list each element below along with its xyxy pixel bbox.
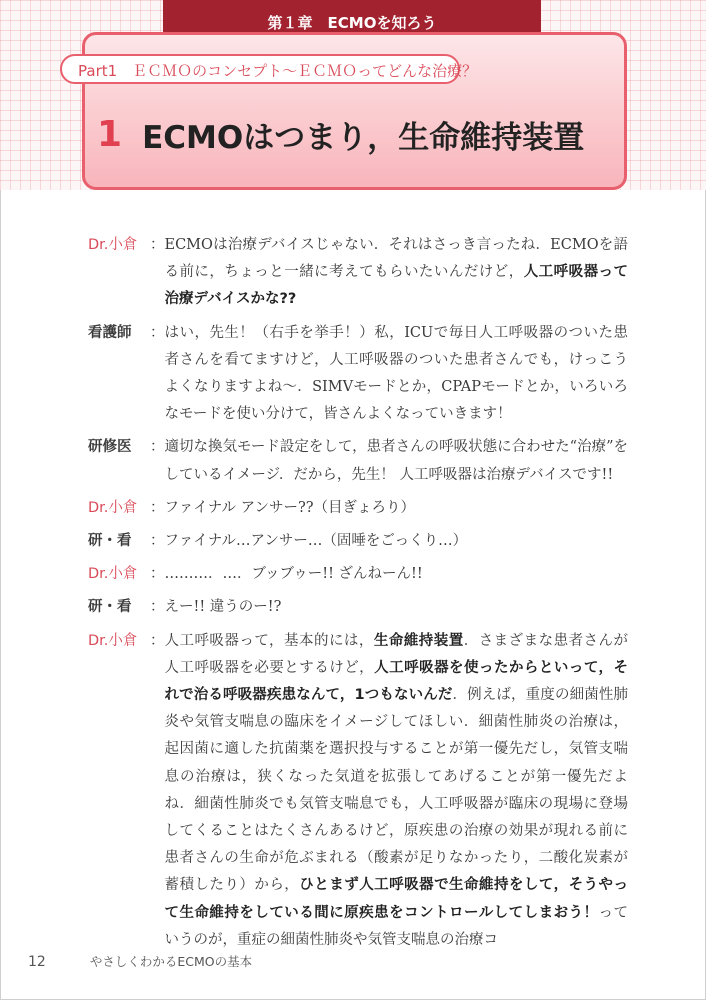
utterance-text bbox=[165, 495, 629, 522]
speaker-name: Dr.小倉 bbox=[88, 237, 138, 253]
utterance-segment: ………．…．ブッブゥー!! ざんねーん!! bbox=[164, 566, 423, 583]
speaker-colon: ： bbox=[150, 632, 165, 649]
section-number: 1 bbox=[97, 113, 123, 155]
emphasis-text: 生命維持装置 bbox=[373, 632, 464, 649]
section-title: ECMOはつまり，生命維持装置 bbox=[142, 119, 585, 156]
dialogue-turn bbox=[88, 528, 628, 555]
utterance-segment: ECMOは治療デバイスじゃない．それはさっき言ったね．ECMOを語る前に，ちょっと一緒に考えてもらいたいんだけど， bbox=[164, 237, 628, 281]
emphasis-text: 人工呼吸器って治療デバイスかな?? bbox=[164, 264, 629, 308]
page-footer bbox=[28, 952, 252, 970]
utterance-segment: ファイナル…アンサー…（固唾をごっくり…） bbox=[164, 533, 468, 550]
emphasis-text: 人工呼吸器を使ったからといって，それで治る呼吸器疾患なんて，1つもないんだ bbox=[164, 659, 628, 704]
emphasis-text: ひとまず人工呼吸器で生命維持をして，そうやって生命維持をしている間に原疾患をコントロールしてしまおう！ bbox=[164, 877, 629, 921]
speaker-name: 研修医 bbox=[88, 439, 132, 456]
speaker-colon: ： bbox=[150, 599, 165, 616]
dialogue-turn bbox=[88, 628, 628, 954]
utterance-text bbox=[165, 594, 629, 621]
speaker-colon: ： bbox=[150, 324, 165, 341]
section-heading bbox=[97, 104, 584, 164]
utterance-text bbox=[165, 320, 629, 429]
utterance-text bbox=[165, 528, 629, 555]
dialogue-turn bbox=[88, 320, 628, 429]
book-title: やさしくわかるECMOの基本 bbox=[89, 954, 253, 969]
utterance-text bbox=[165, 628, 629, 954]
speaker-name: Dr.小倉 bbox=[88, 632, 138, 649]
utterance-text bbox=[165, 232, 629, 314]
dialogue-body bbox=[88, 232, 628, 960]
speaker-name: Dr.小倉 bbox=[88, 566, 138, 583]
utterance-segment: ファイナル アンサー??（目ぎょろり） bbox=[164, 499, 416, 516]
page-number: 12 bbox=[28, 954, 46, 970]
utterance-segment: ．さまざまな患者さんが人工呼吸器を必要とするけど， bbox=[164, 632, 628, 676]
utterance-segment: ．例えば，重度の細菌性肺炎や気管支喘息の臨床をイメージしてほしい．細菌性肺炎の治療は，起因菌に適した抗菌薬を選択投与することが第一優先だし，気管支喘息の治療は，狭くなった気道を拡張してあげることが第一優先だよね．細菌性肺炎でも気管支喘息でも，人工呼吸器が臨床の現場に登場してくることはたくさんあるけど，原疾患の治療の効果が現れる前に患者さんの生命が危ぶまれる（酸素が足りなかったり，二酸化炭素が蓄積したり）から， bbox=[164, 687, 628, 894]
speaker-name: 研・看 bbox=[88, 533, 132, 550]
utterance-segment: 適切な換気モード設定をして，患者さんの呼吸状態に合わせた“治療”をしているイメージ．だから，先生！ 人工呼吸器は治療デバイスです!! bbox=[164, 439, 628, 483]
utterance-segment: はい，先生！（右手を挙手！）私，ICUで毎日人工呼吸器のついた患者さんを看てますけど，人工呼吸器のついた患者さんでも，けっこうよくなりますよね～．SIMVモードとか，CPAPモードとか，いろいろなモードを使い分けて，皆さんよくなっていきます！ bbox=[164, 324, 628, 423]
speaker-colon: ： bbox=[150, 499, 165, 516]
utterance-segment: っていうのが，重症の細菌性肺炎や気管支喘息の治療コ bbox=[164, 904, 628, 948]
speaker-name: 研・看 bbox=[88, 599, 132, 616]
dialogue-turn bbox=[88, 495, 628, 522]
utterance-segment: 人工呼吸器って，基本的には， bbox=[164, 632, 374, 649]
dialogue-turn bbox=[88, 434, 628, 488]
speaker-name: Dr.小倉 bbox=[88, 499, 138, 516]
utterance-text bbox=[165, 561, 629, 588]
speaker-colon: ： bbox=[150, 439, 165, 456]
speaker-name: 看護師 bbox=[88, 324, 132, 341]
speaker-colon: ： bbox=[150, 566, 165, 583]
speaker-colon: ： bbox=[150, 533, 165, 550]
utterance-text bbox=[165, 434, 629, 488]
chapter-tab: 第１章 ECMOを知ろう bbox=[163, 0, 541, 46]
utterance-segment: えー!! 違うのー!? bbox=[164, 599, 282, 616]
dialogue-turn bbox=[88, 594, 628, 621]
dialogue-turn bbox=[88, 561, 628, 588]
dialogue-turn bbox=[88, 232, 628, 314]
speaker-colon: ： bbox=[150, 237, 165, 253]
part-label: Part1 ＥＣＭＯのコンセプト～ＥＣＭＯってどんな治療？ bbox=[60, 54, 460, 84]
